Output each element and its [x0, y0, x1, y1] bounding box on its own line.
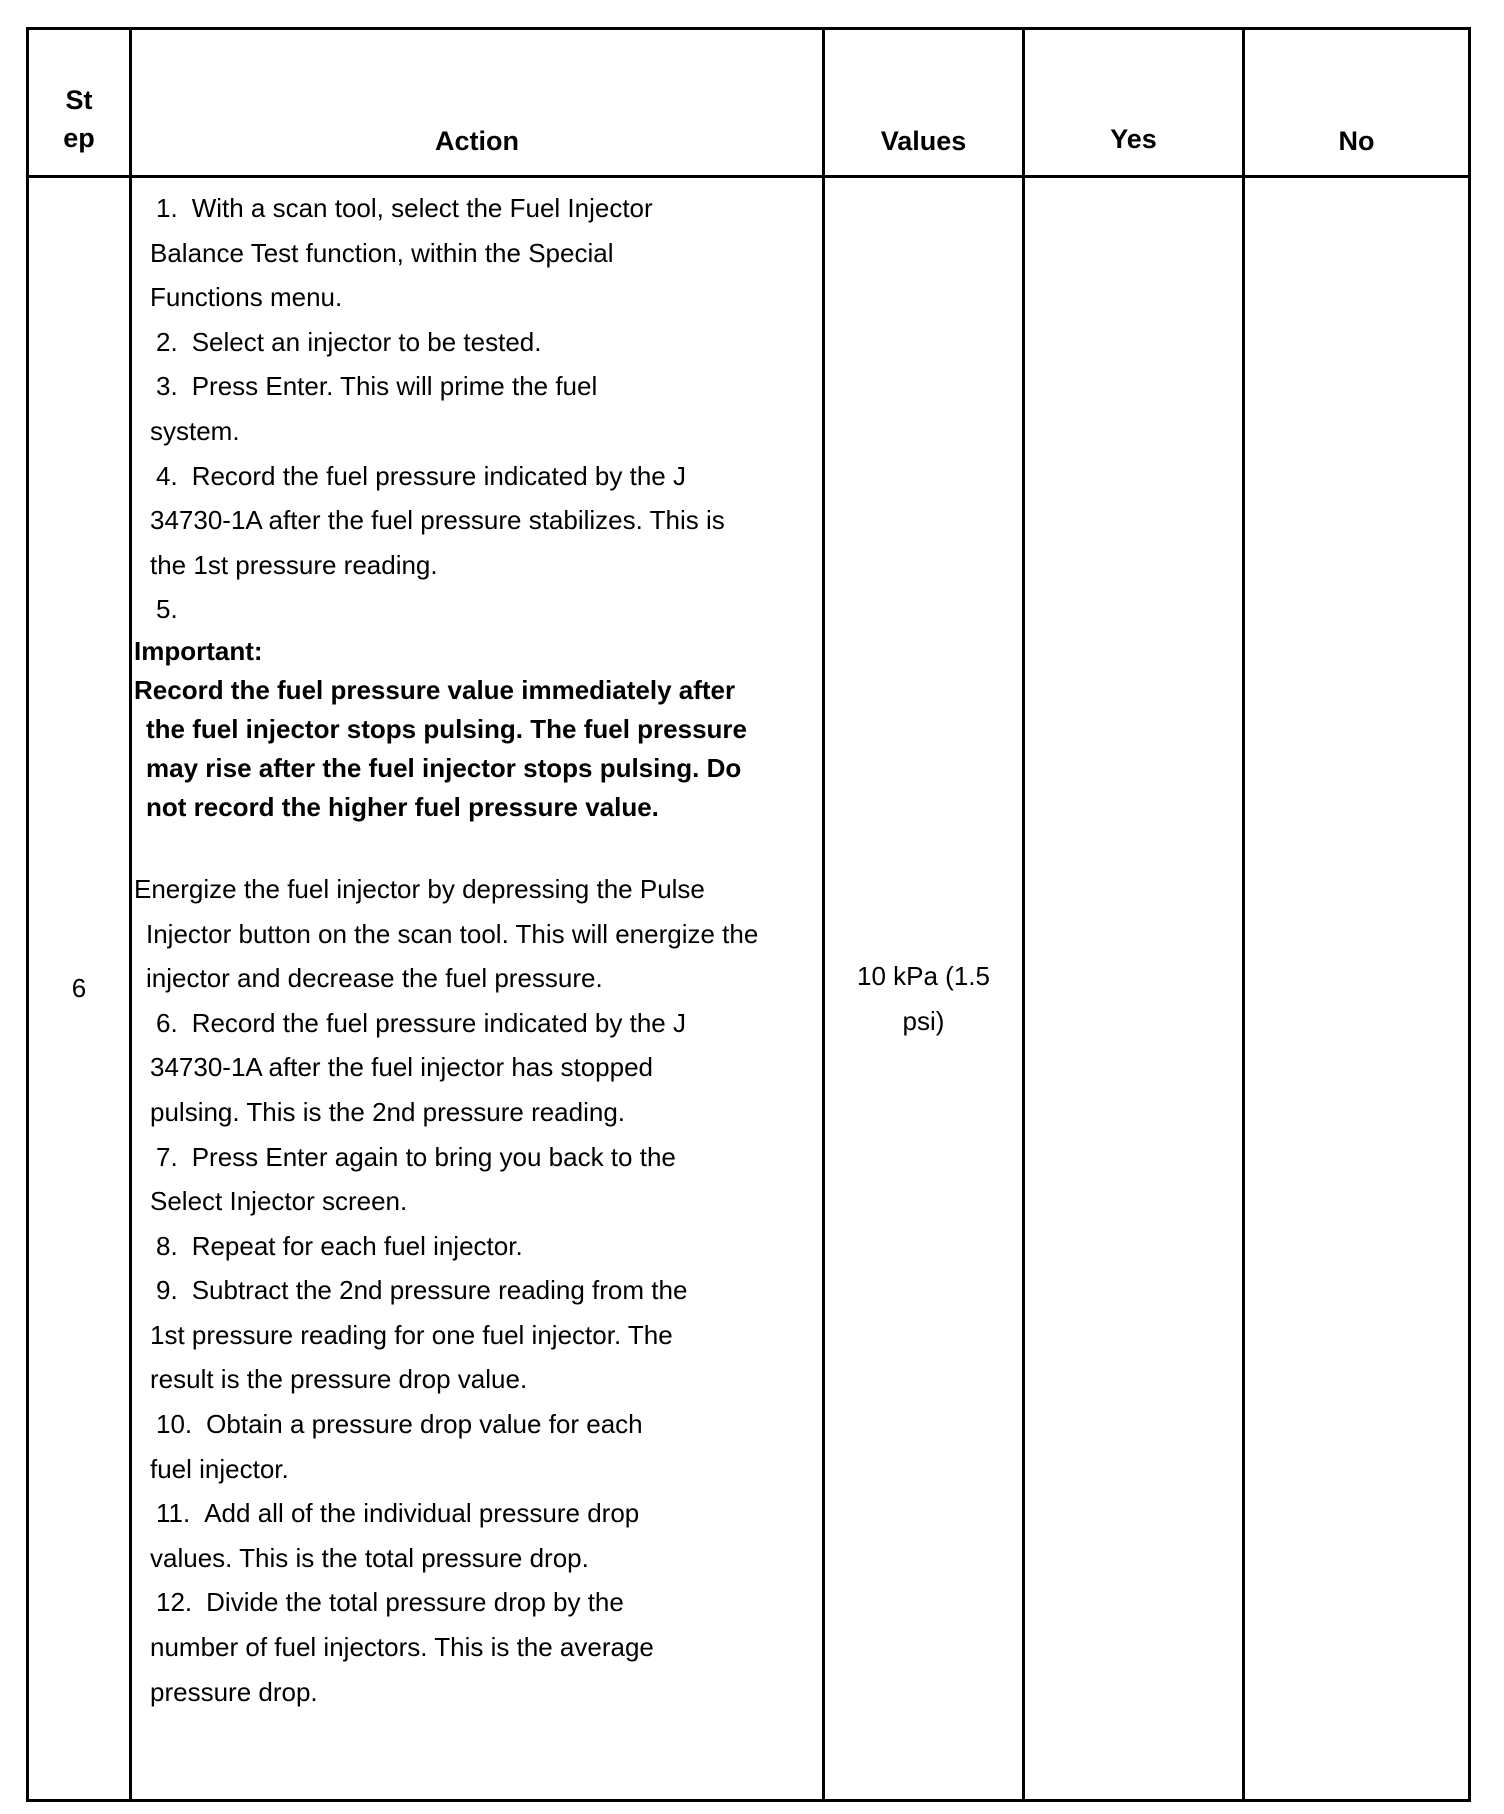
- action-step-9: 9. Subtract the 2nd pressure reading from the 1st pressure reading for one fuel injector. The result is the pressure drop value.: [150, 1275, 688, 1395]
- header-step: St ep: [28, 29, 131, 177]
- action-step-7: 7. Press Enter again to bring you back to the Select Injector screen.: [150, 1141, 676, 1217]
- important-note: [132, 632, 822, 827]
- action-step-6: 6. Record the fuel pressure indicated by the J 34730-1A after the fuel injector has stopped pulsing. This is the 2nd pressure reading.: [150, 1007, 686, 1127]
- header-yes: Yes: [1024, 29, 1244, 177]
- table-row: [28, 177, 1470, 1801]
- header-values: Values: [824, 29, 1024, 177]
- action-step-2: 2. Select an injector to be tested.: [156, 326, 542, 357]
- header-action: Action: [131, 29, 824, 177]
- action-step-1: 1. With a scan tool, select the Fuel Injector Balance Test function, within the Special Functions menu.: [150, 193, 653, 313]
- energize-text: Energize the fuel injector by depressing the Pulse Injector button on the scan tool. This will energize the injector and decrease the fuel pressure.: [134, 873, 759, 994]
- action-step-5: 5. Important: Record the fuel pressure value immediately after the fuel injector stops pulsing. The fuel pressure may rise after the fuel injector stops pulsing. Do not record the higher fuel pressure value. Energize the fuel injector by depressing the Pulse Injector button on the scan tool. This will energize the injector and decrease the fuel pressure.: [132, 587, 822, 1000]
- yes-cell: [1024, 177, 1244, 1801]
- action-step-10: 10. Obtain a pressure drop value for each fuel injector.: [150, 1409, 643, 1484]
- no-cell: [1244, 177, 1470, 1801]
- header-no: No: [1244, 29, 1470, 177]
- diagnostic-table: [26, 27, 1471, 1802]
- step-number: 6: [28, 177, 131, 1801]
- important-text: Record the fuel pressure value immediately after the fuel injector stops pulsing. The fuel pressure may rise after the fuel injector stops pulsing. Do not record the higher fuel pressure value.: [134, 674, 747, 822]
- action-step-8: 8. Repeat for each fuel injector.: [156, 1230, 523, 1261]
- action-step-12: 12. Divide the total pressure drop by the number of fuel injectors. This is the average pressure drop.: [150, 1587, 654, 1707]
- value-line-2: psi): [902, 1005, 945, 1036]
- important-label: Important:: [134, 635, 263, 666]
- action-step-4: 4. Record the fuel pressure indicated by the J 34730-1A after the fuel pressure stabilizes. This is the 1st pressure reading.: [150, 460, 725, 580]
- action-step-11: 11. Add all of the individual pressure drop values. This is the total pressure drop.: [150, 1498, 640, 1573]
- action-step-3: 3. Press Enter. This will prime the fuel system.: [150, 371, 598, 446]
- header-row: [28, 29, 1470, 177]
- value-line-1: 10 kPa (1.5: [857, 960, 990, 991]
- action-cell: [131, 177, 824, 1801]
- values-cell: [824, 177, 1024, 1801]
